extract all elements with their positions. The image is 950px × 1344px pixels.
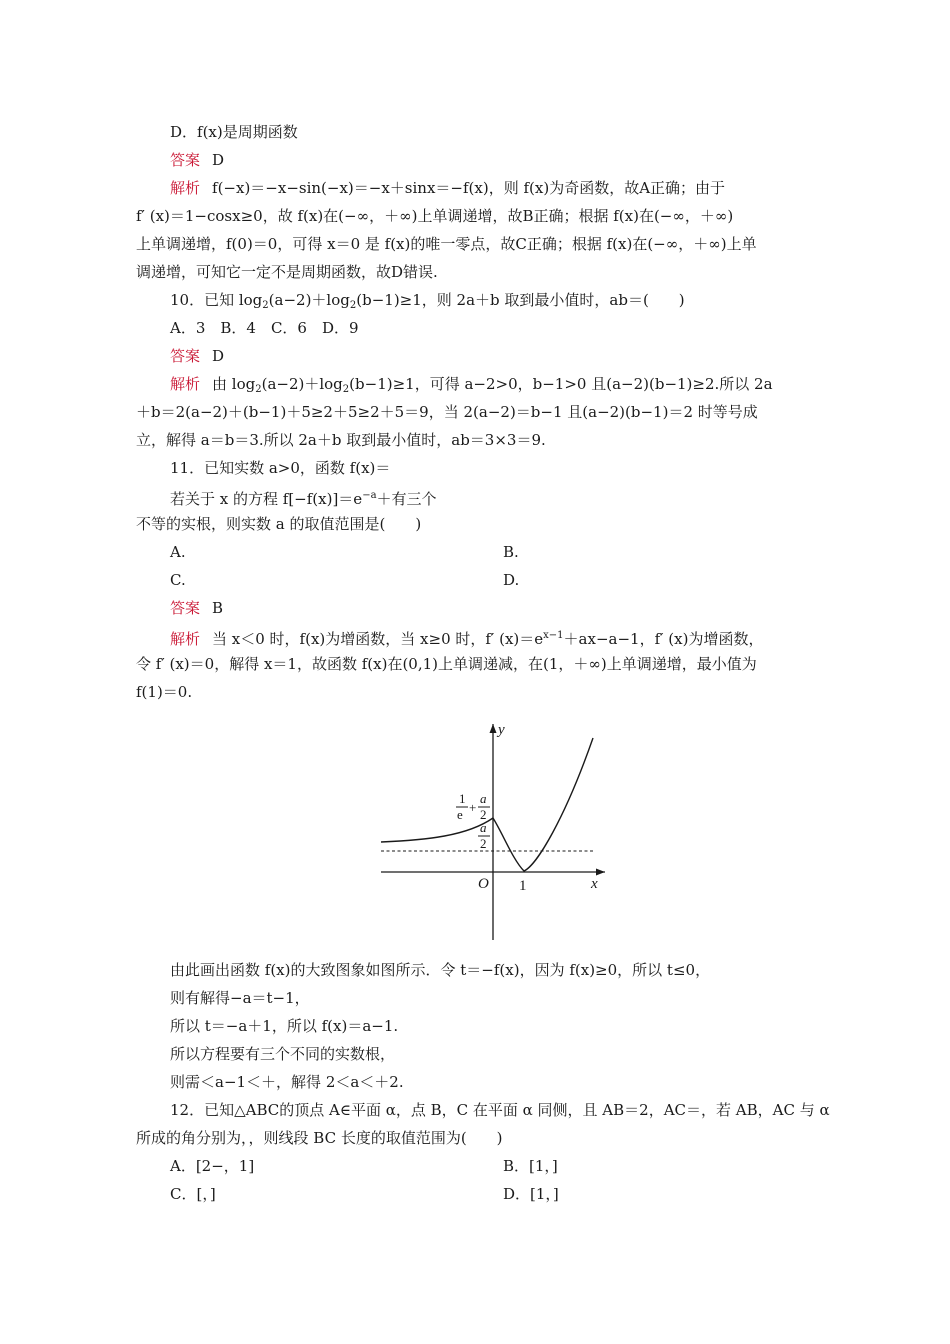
upper-label-numerator-a: a [480,791,487,806]
upper-label-numerator-1: 1 [459,791,466,806]
q11-conclusion-line-1: 由此画出函数 f(x)的大致图象如图所示．令 t＝−f(x)，因为 f(x)≥0，所以 t≤0， [170,961,711,979]
x-tick-1-label: 1 [519,878,527,894]
text-part: (a−2)＋log [268,291,350,309]
text-part: ＋ax−a−1，f′ (x)为增函数， [563,630,764,648]
q10-analysis-line-1 [170,374,773,400]
q12-question-line-1: 12．已知△ABC的顶点 A∈平面 α，点 B，C 在平面 α 同侧，且 AB＝2，AC＝，若 AB，AC 与 α [170,1101,830,1119]
answer-label: 答案 [170,151,201,169]
q9-analysis-line-1 [170,178,725,198]
q11-question-line-1: 11．已知实数 a>0，函数 f(x)＝ [170,459,391,477]
text-part: (b−1)≥1，可得 a−2>0，b−1>0 且(a−2)(b−1)≥2.所以 2a [349,375,773,393]
q10-analysis-line-2: ＋b＝2(a−2)＋(b−1)＋5≥2＋5≥2＋5＝9，当 2(a−2)＝b−1 且(a−2)(b−1)＝2 时等号成 [136,403,758,421]
subscript: 2 [255,384,262,395]
q11-option-a: A. [170,543,186,561]
q10-answer-line [170,346,224,366]
function-graph [367,708,617,946]
q11-option-d: D. [503,571,520,589]
q11-analysis-line-1 [170,626,763,649]
text-part: 若关于 x 的方程 f[−f(x)]＝e [170,490,363,508]
y-axis-label: y [498,722,505,738]
q10-options: A．3 B．4 C．6 D．9 [170,319,359,337]
upper-label-denominator-2: 2 [480,807,487,822]
analysis-label: 解析 [170,375,201,393]
q11-question-line-2 [170,486,437,509]
answer-value: B [212,599,224,617]
subscript: 2 [349,300,357,311]
q11-conclusion-line-4: 所以方程要有三个不同的实数根， [170,1045,396,1063]
q11-answer-line [170,598,223,618]
q12-option-d: D．[1，] [503,1185,559,1203]
q9-analysis-line-4: 调递增，可知它一定不是周期函数，故D错误. [136,263,438,281]
origin-label: O [478,876,489,892]
text-part: 由 log [212,375,256,393]
q12-question-line-2: 所成的角分别为，，则线段 BC 长度的取值范围为( ) [136,1129,503,1147]
q9-analysis-line-3: 上单调递增，f(0)＝0，可得 x＝0 是 f(x)的唯一零点，故C正确；根据 f(x)在(−∞，＋∞)上单 [136,235,757,253]
analysis-label: 解析 [170,179,201,197]
subscript: 2 [342,384,350,395]
answer-label: 答案 [170,347,201,365]
q11-conclusion-line-3: 所以 t＝−a＋1，所以 f(x)＝a−1. [170,1017,399,1035]
q12-option-a: A．[2−，1] [170,1157,255,1175]
q9-answer-line [170,150,224,170]
text-part: 10．已知 log [170,291,263,309]
text-part: (a−2)＋log [261,375,343,393]
text-part: (b−1)≥1，则 2a＋b 取到最小值时，ab＝( ) [356,291,685,309]
q11-option-b: B. [503,543,519,561]
q11-conclusion-line-2: 则有解得−a＝t−1， [170,989,310,1007]
q12-option-c: C．[，] [170,1185,216,1203]
q9-analysis-line-2: f′ (x)＝1−cosx≥0，故 f(x)在(−∞，＋∞)上单调递增，故B正确；根据 f(x)在(−∞，＋∞) [136,207,734,225]
superscript: x−1 [543,630,564,641]
text-part: 当 x＜0 时，f(x)为增函数，当 x≥0 时，f′ (x)＝e [212,630,544,648]
upper-label-denominator-e: e [457,807,463,822]
q11-analysis-line-3: f(1)＝0. [136,683,193,701]
subscript: 2 [262,300,269,311]
analysis-label: 解析 [170,630,201,648]
lower-label-denominator-2: 2 [480,836,487,851]
q11-option-c: C. [170,571,186,589]
superscript: −a [362,490,377,501]
q10-question [170,290,685,316]
lower-label-numerator-a: a [480,820,487,835]
answer-label: 答案 [170,599,201,617]
analysis-text: f(−x)＝−x−sin(−x)＝−x＋sinx＝−f(x)，则 f(x)为奇函数，故A正确；由于 [212,179,726,197]
q12-option-b: B．[1，] [503,1157,558,1175]
answer-value: D [212,347,225,365]
q11-conclusion-line-5: 则需＜a−1＜＋，解得 2＜a＜＋2. [170,1073,404,1091]
answer-value: D [212,151,225,169]
q9-option-d: D．f(x)是周期函数 [170,123,298,141]
q11-analysis-line-2: 令 f′ (x)＝0，解得 x＝1，故函数 f(x)在(0,1)上单调递减，在(1，＋∞)上单调递增，最小值为 [136,655,757,673]
upper-label-plus: + [469,800,477,815]
q11-question-line-3: 不等的实根，则实数 a 的取值范围是( ) [136,515,422,533]
q10-analysis-line-3: 立，解得 a＝b＝3.所以 2a＋b 取到最小值时，ab＝3×3＝9. [136,431,546,449]
x-axis-label: x [591,876,598,892]
text-part: ＋有三个 [376,490,437,508]
figure-background [367,708,617,946]
